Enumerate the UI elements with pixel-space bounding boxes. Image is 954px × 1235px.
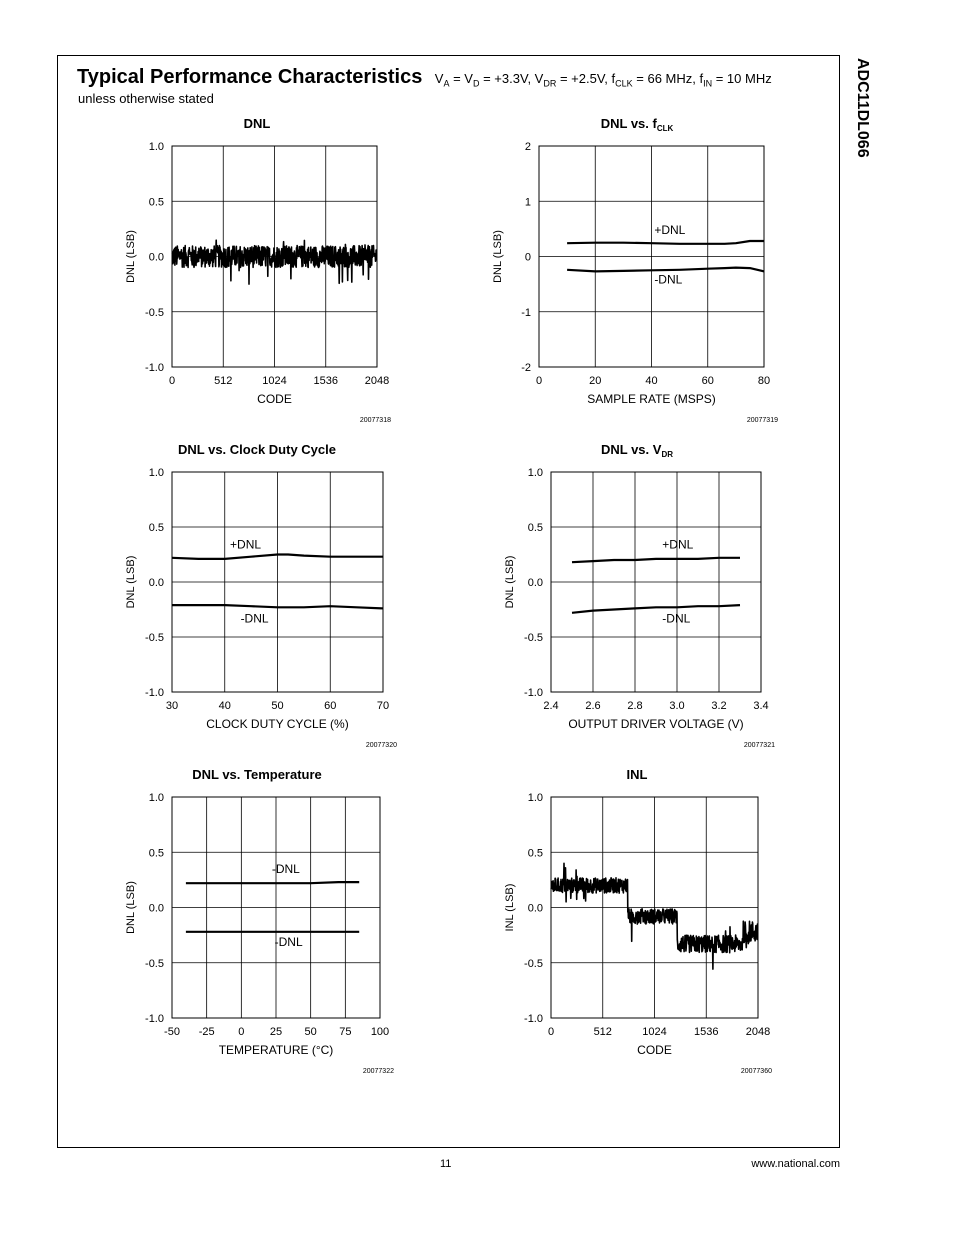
y-tick-label: -1.0 [524,1013,543,1025]
figure-id: 20077320 [365,742,397,749]
x-tick-label: 2.8 [627,700,643,712]
y-axis-label: DNL (LSB) [504,555,516,609]
y-tick-label: 1.0 [527,467,543,479]
chart-title: DNL vs. $f_{CLK}$ [600,116,674,133]
y-tick-label: -0.5 [524,957,543,970]
x-tick-label: 1536 [694,1026,719,1038]
x-tick-label: 20 [589,375,602,387]
figure-id: 20077319 [746,417,778,424]
series-annotation: +DNL [654,222,686,237]
figure-id: 20077360 [740,1068,772,1075]
y-tick-label: -0.5 [145,632,164,644]
y-tick-label: 0.0 [148,251,164,264]
series-annotation: -DNL [271,861,300,876]
x-tick-label: 2.6 [585,700,601,712]
section-title: Typical Performance Characteristics [77,66,423,88]
y-tick-label: 0.5 [148,196,164,209]
y-tick-label: -1.0 [524,687,543,699]
y-tick-label: 2 [524,141,531,153]
x-tick-label: 2.4 [543,700,559,712]
series-annotation: -DNL [274,934,303,949]
series-line-0 [186,882,359,883]
test-conditions-note: unless otherwise stated [78,91,214,106]
figure-id: 20077318 [359,417,391,424]
x-axis-label: CLOCK DUTY CYCLE (%) [206,717,349,731]
series-line-1 [567,268,764,272]
x-tick-label: -25 [198,1026,215,1038]
y-tick-label: -0.5 [145,957,164,970]
chart-title: INL [626,767,648,782]
x-tick-label: 60 [324,700,337,712]
y-tick-label: 0.0 [527,902,543,915]
y-tick-label: -0.5 [145,306,164,319]
x-tick-label: 0 [238,1026,245,1038]
chart-title: DNL vs. $V_{DR}$ [600,442,674,459]
series-line-0 [567,241,764,244]
x-tick-label: 2048 [745,1026,771,1038]
x-axis-label: OUTPUT DRIVER VOLTAGE (V) [568,717,744,731]
x-tick-label: 2048 [364,375,390,387]
chart-title: DNL vs. Temperature [192,767,322,782]
x-tick-label: -50 [164,1026,180,1038]
y-tick-label: -2 [521,362,531,374]
test-conditions: $V_A = V_D = +3.3V$, $V_{DR} = +2.5V$, $f_{CLK} = 66$ MHz, $f_{IN} = 10$ MHz [434,71,772,89]
series-line-0 [572,558,740,562]
x-tick-label: 1536 [313,375,338,387]
y-tick-label: 1.0 [148,141,164,153]
y-tick-label: 0.0 [527,577,543,589]
y-axis-label: DNL (LSB) [125,555,137,609]
page-number: 11 [440,1158,452,1170]
x-tick-label: 30 [165,700,179,712]
chart-title: DNL [243,116,271,131]
y-tick-label: 1 [524,196,531,209]
x-tick-label: 0 [547,1026,555,1038]
y-tick-label: -1.0 [145,362,164,374]
x-axis-label: SAMPLE RATE (MSPS) [587,392,716,406]
figure-id: 20077321 [743,742,775,749]
y-tick-label: 0.5 [148,847,164,860]
y-tick-label: -1 [521,306,531,319]
x-tick-label: 3.2 [711,700,727,712]
x-tick-label: 70 [376,700,390,712]
figure-id: 20077322 [362,1068,394,1075]
x-tick-label: 1024 [262,375,287,387]
y-tick-label: -0.5 [524,632,543,644]
y-axis-label: DNL (LSB) [492,230,504,283]
x-axis-label: CODE [637,1043,672,1057]
x-tick-label: 50 [304,1026,317,1038]
y-axis-label: INL (LSB) [504,883,516,932]
x-tick-label: 25 [269,1026,283,1038]
series-annotation: +DNL [662,537,694,552]
series-line-1 [572,605,740,613]
chart-dnl-vs-fclk [492,116,778,424]
x-tick-label: 75 [339,1026,352,1038]
y-axis-label: DNL (LSB) [125,881,137,934]
device-part-number: ADC11DL066 [854,58,871,158]
y-tick-label: 0.5 [527,522,543,534]
y-tick-label: 0.0 [148,902,164,915]
chart-dnl-vs-temp [125,767,394,1075]
x-tick-label: 512 [214,375,233,387]
y-tick-label: 0.0 [148,577,164,589]
y-tick-label: -1.0 [145,1013,164,1025]
y-tick-label: 0.5 [527,847,543,860]
series-annotation: -DNL [662,611,691,626]
series-annotation: +DNL [230,537,262,552]
chart-inl [504,767,772,1075]
x-tick-label: 60 [701,375,714,387]
x-axis-label: CODE [257,392,292,406]
x-tick-label: 3.0 [669,700,685,712]
x-tick-label: 100 [370,1026,390,1038]
x-tick-label: 0 [168,375,176,387]
x-tick-label: 512 [593,1026,612,1038]
chart-dnl [125,116,391,424]
y-axis-label: DNL (LSB) [125,230,137,283]
chart-dnl-vs-duty [125,442,397,749]
x-tick-label: 3.4 [753,700,769,712]
x-tick-label: 80 [757,375,771,387]
x-axis-label: TEMPERATURE (°C) [218,1043,334,1057]
series-annotation: -DNL [240,611,269,626]
x-tick-label: 0 [535,375,543,387]
footer-url: www.national.com [751,1158,840,1170]
x-tick-label: 40 [645,375,658,387]
x-tick-label: 1024 [642,1026,667,1038]
series-annotation: -DNL [654,272,683,287]
y-tick-label: 0.5 [148,522,164,534]
y-tick-label: 1.0 [527,792,543,804]
y-tick-label: 0 [524,251,531,264]
chart-title: DNL vs. Clock Duty Cycle [178,442,336,457]
x-tick-label: 50 [271,700,284,712]
y-tick-label: 1.0 [148,467,164,479]
y-tick-label: 1.0 [148,792,164,804]
chart-dnl-vs-vdr [504,442,775,749]
x-tick-label: 40 [218,700,231,712]
y-tick-label: -1.0 [145,687,164,699]
